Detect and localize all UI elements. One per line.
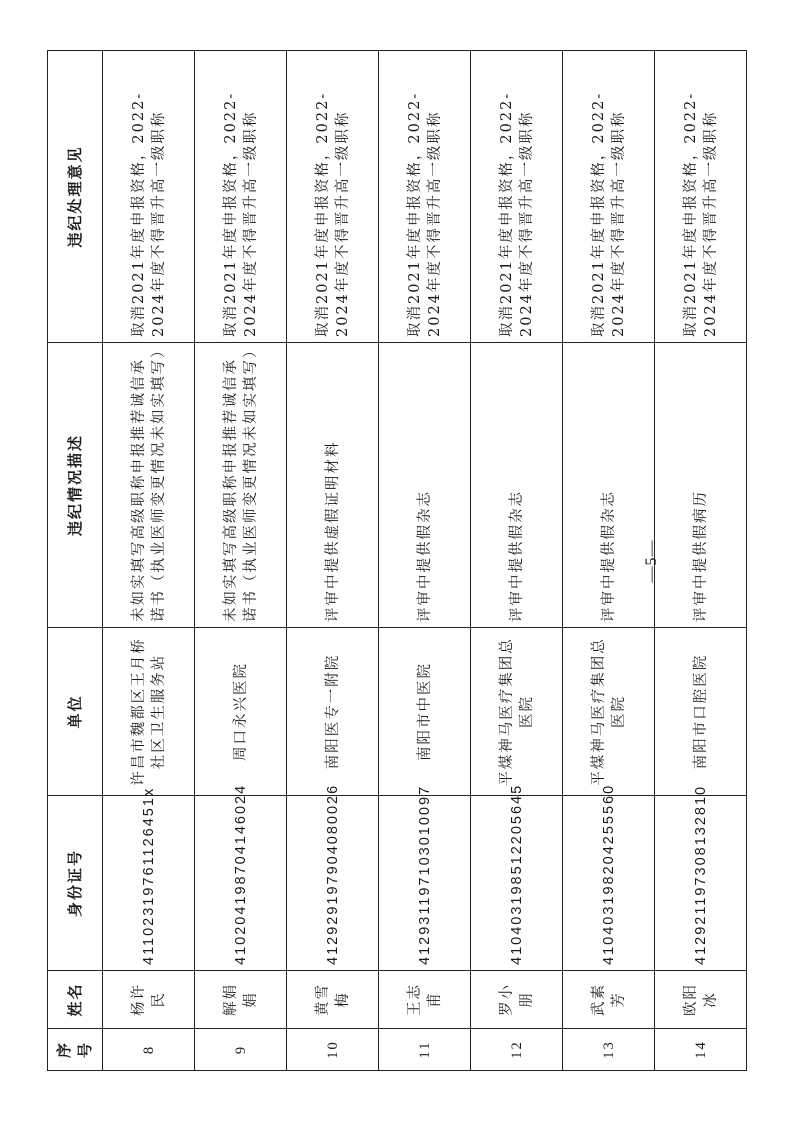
page-number: —5— — [643, 539, 660, 583]
header-handling-opinion: 违纪处理意见 — [47, 51, 102, 343]
cell-seq: 14 — [654, 1029, 746, 1071]
cell-handling-opinion: 取消2021年度申报资格，2022-2024年度不得晋升高一级职称 — [194, 51, 286, 343]
cell-unit: 平煤神马医疗集团总医院 — [562, 628, 654, 796]
cell-unit: 南阳市口腔医院 — [654, 628, 746, 796]
cell-name: 解娟娟 — [194, 971, 286, 1029]
cell-violation-description: 未如实填写高级职称申报推荐诚信承诺书（执业医师变更情况未如实填写） — [102, 343, 194, 628]
cell-id-number: 410403198512205645 — [470, 796, 562, 971]
cell-name: 黄雪梅 — [286, 971, 378, 1029]
cell-id-number: 410204198704146024 — [194, 796, 286, 971]
cell-id-number: 41102319761126451x — [102, 796, 194, 971]
cell-handling-opinion: 取消2021年度申报资格，2022-2024年度不得晋升高一级职称 — [102, 51, 194, 343]
table-row — [562, 51, 654, 1071]
header-id-number: 身份证号 — [47, 796, 102, 971]
table-row — [286, 51, 378, 1071]
table-row — [378, 51, 470, 1071]
header-violation-description: 违纪情况描述 — [47, 343, 102, 628]
table-row — [194, 51, 286, 1071]
cell-name: 王志甫 — [378, 971, 470, 1029]
table-row — [654, 51, 746, 1071]
cell-violation-description: 未如实填写高级职称申报推荐诚信承诺书（执业医师变更情况未如实填写） — [194, 343, 286, 628]
cell-unit: 南阳市中医院 — [378, 628, 470, 796]
cell-handling-opinion: 取消2021年度申报资格，2022-2024年度不得晋升高一级职称 — [654, 51, 746, 343]
cell-seq: 10 — [286, 1029, 378, 1071]
header-name: 姓名 — [47, 971, 102, 1029]
cell-violation-description: 评审中提供假杂志 — [562, 343, 654, 628]
cell-handling-opinion: 取消2021年度申报资格，2022-2024年度不得晋升高一级职称 — [286, 51, 378, 343]
cell-name: 杨许民 — [102, 971, 194, 1029]
cell-seq: 8 — [102, 1029, 194, 1071]
cell-seq: 9 — [194, 1029, 286, 1071]
cell-seq: 13 — [562, 1029, 654, 1071]
table-header-row — [47, 51, 102, 1071]
cell-seq: 12 — [470, 1029, 562, 1071]
cell-handling-opinion: 取消2021年度申报资格，2022-2024年度不得晋升高一级职称 — [470, 51, 562, 343]
rotated-page-content — [47, 51, 747, 1071]
cell-seq: 11 — [378, 1029, 470, 1071]
header-seq: 序号 — [47, 1029, 102, 1071]
table-row — [102, 51, 194, 1071]
cell-handling-opinion: 取消2021年度申报资格，2022-2024年度不得晋升高一级职称 — [562, 51, 654, 343]
cell-violation-description: 评审中提供假病历 — [654, 343, 746, 628]
cell-id-number: 412931197103010097 — [378, 796, 470, 971]
cell-name: 欧阳冰 — [654, 971, 746, 1029]
header-unit: 单位 — [47, 628, 102, 796]
cell-id-number: 412929197904080026 — [286, 796, 378, 971]
violation-table — [47, 50, 747, 1071]
cell-violation-description: 评审中提供假杂志 — [470, 343, 562, 628]
cell-unit: 南阳医专一附院 — [286, 628, 378, 796]
cell-id-number: 412921197308132810 — [654, 796, 746, 971]
cell-unit: 许昌市魏都区王月桥社区卫生服务站 — [102, 628, 194, 796]
cell-handling-opinion: 取消2021年度申报资格，2022-2024年度不得晋升高一级职称 — [378, 51, 470, 343]
table-row — [470, 51, 562, 1071]
cell-unit: 周口永兴医院 — [194, 628, 286, 796]
cell-violation-description: 评审中提供虚假证明材料 — [286, 343, 378, 628]
cell-name: 武素芳 — [562, 971, 654, 1029]
cell-unit: 平煤神马医疗集团总医院 — [470, 628, 562, 796]
cell-violation-description: 评审中提供假杂志 — [378, 343, 470, 628]
cell-id-number: 410403198204255560 — [562, 796, 654, 971]
cell-name: 罗小朋 — [470, 971, 562, 1029]
